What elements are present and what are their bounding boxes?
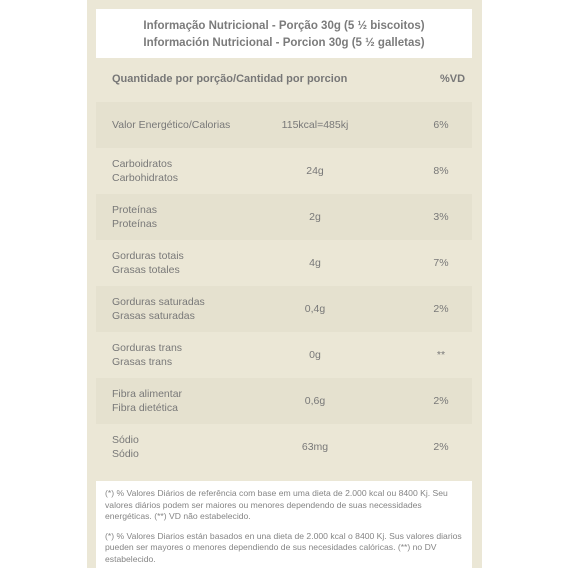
nutrient-name (96, 387, 260, 415)
nutrient-name-pt: Gorduras saturadas (112, 296, 205, 308)
nutrient-name-es: Grasas saturadas (112, 310, 195, 322)
nutrient-amount: 63mg (301, 441, 329, 453)
nutrition-rows (96, 102, 472, 470)
nutrient-name-pt: Sódio (112, 434, 139, 446)
nutrient-amount: 4g (309, 257, 321, 269)
table-row (96, 332, 472, 378)
table-row (96, 102, 472, 148)
table-row (96, 378, 472, 424)
footnotes-box (96, 481, 472, 582)
nutrient-amount: 115kcal=485kj (281, 119, 349, 131)
nutrient-vd: 6% (433, 119, 449, 131)
nutrient-name (96, 341, 260, 369)
nutrient-name-pt: Gorduras trans (112, 342, 183, 354)
nutrient-vd: 2% (433, 441, 449, 453)
nutrient-name (96, 295, 260, 323)
nutrient-name-es: Grasas totales (112, 264, 180, 276)
nutrient-vd: 2% (433, 303, 449, 315)
nutrient-vd: 3% (433, 211, 449, 223)
nutrient-amount: 0,4g (304, 303, 326, 315)
table-row (96, 194, 472, 240)
header-quantity-label: Quantidade por porção/Cantidad por porcion (112, 73, 348, 85)
table-row (96, 286, 472, 332)
nutrient-name-es: Proteínas (112, 218, 157, 230)
nutrient-name-es: Grasas trans (112, 356, 173, 368)
nutrient-vd: 7% (433, 257, 449, 269)
table-row (96, 148, 472, 194)
nutrient-name-pt: Carboidratos (112, 158, 173, 170)
table-row (96, 240, 472, 286)
title-spanish: Información Nutricional - Porcion 30g (5 ½ galletas) (143, 37, 425, 49)
nutrient-name-pt: Fibra alimentar (112, 388, 183, 400)
nutrient-amount: 2g (309, 211, 321, 223)
nutrient-name-es: Fibra dietética (112, 402, 178, 414)
nutrient-name (96, 157, 260, 185)
table-header (96, 65, 472, 93)
nutrient-name-pt: Proteínas (112, 204, 157, 216)
nutrient-name (96, 118, 260, 132)
nutrient-amount: 24g (306, 165, 324, 177)
nutrition-panel (87, 0, 482, 568)
nutrient-name (96, 249, 260, 277)
nutrition-title-box (96, 9, 472, 58)
footnote-portuguese: (*) % Valores Diários de referência com base em uma dieta de 2.000 kcal ou 8400 Kj. Seu valores diários podem ser maiores ou menores dependendo de suas necessidades energéticas. (**) VD não estabelecido. (105, 488, 448, 521)
title-portuguese: Informação Nutricional - Porção 30g (5 ½ biscoitos) (143, 20, 425, 32)
nutrient-name (96, 203, 260, 231)
nutrient-name (96, 433, 260, 461)
nutrient-name-es: Carbohidratos (112, 172, 178, 184)
nutrient-vd: ** (436, 349, 446, 361)
nutrient-name-es: Sódio (112, 448, 139, 460)
nutrient-amount: 0,6g (304, 395, 326, 407)
nutrient-name-pt: Valor Energético/Calorias (112, 119, 231, 131)
table-row (96, 424, 472, 470)
nutrient-vd: 8% (433, 165, 449, 177)
footnote-spanish: (*) % Valores Diarios están basados en una dieta de 2.000 kcal o 8400 Kj. Sus valores diarios pueden ser mayores o menores dependiendo de sus necesidades calóricas. (**) no DV estabelecido. (105, 530, 462, 564)
nutrient-name-pt: Gorduras totais (112, 250, 184, 262)
nutrient-vd: 2% (433, 395, 449, 407)
nutrient-amount: 0g (309, 349, 321, 361)
header-vd-label: %VD (440, 73, 466, 85)
